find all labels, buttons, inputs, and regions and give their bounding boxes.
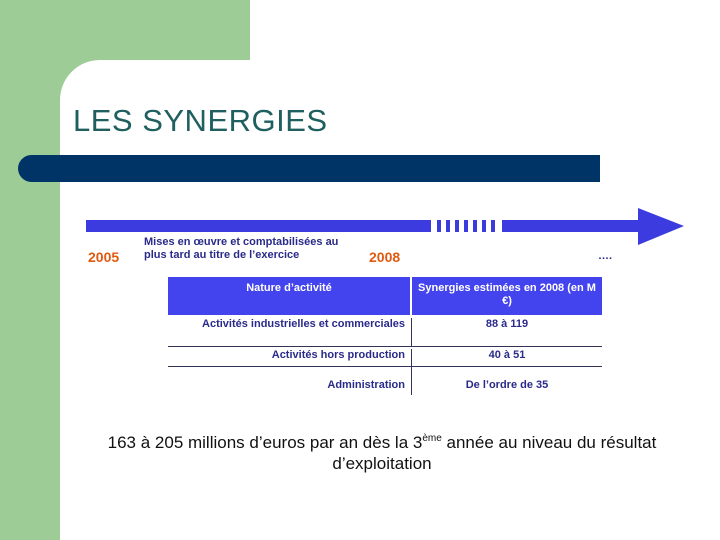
summary-superscript: ème [422, 433, 442, 444]
timeline-solid-line [86, 220, 431, 232]
table-cell-value: De l’ordre de 35 [465, 379, 549, 391]
background-frame-top [0, 0, 250, 60]
table-header [168, 277, 602, 315]
timeline-arrowhead [638, 208, 684, 245]
table-cell-activity: Activités industrielles et commerciales [168, 318, 412, 346]
synergies-table [168, 277, 602, 395]
table-cell-value: 40 à 51 [488, 349, 526, 361]
timeline-tail-line [502, 220, 642, 232]
summary-part2: année au niveau du résultat d’exploitation [332, 433, 657, 473]
table-cell-value: 88 à 119 [485, 318, 529, 330]
timeline-mid-year: 2008 [369, 249, 401, 265]
table-cell-activity: Administration [168, 367, 412, 395]
table-cell-activity: Activités hors production [168, 349, 412, 366]
table-row [168, 367, 602, 395]
title-underline-bar [18, 155, 600, 182]
header-synergies: Synergies estimées en 2008 (en M €) [418, 282, 596, 307]
timeline-start-year: 2005 [88, 249, 120, 265]
header-activity: Nature d’activité [168, 277, 412, 315]
timeline-continuation: …. [598, 250, 613, 262]
background-frame-left [0, 0, 60, 540]
summary-part1: 163 à 205 millions d’euros par an dès la 3 [107, 433, 423, 452]
summary-text [72, 428, 692, 474]
table-row [168, 315, 602, 347]
slide-title: LES SYNERGIES [73, 103, 328, 138]
table-row [168, 347, 602, 367]
timeline-note: Mises en œuvre et comptabilisées au plus tard au titre de l’exercice [144, 236, 339, 261]
timeline-dashes [437, 220, 495, 232]
